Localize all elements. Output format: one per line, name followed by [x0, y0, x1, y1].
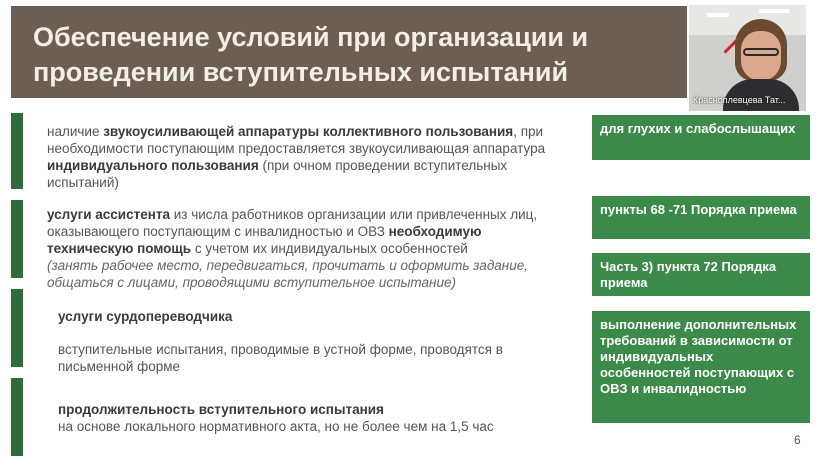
item-3-text: вступительные испытания, проводимые в устной форме, проводятся в письменной форме — [58, 342, 503, 374]
bullet-bar-1 — [11, 113, 23, 189]
side-box-3: Часть 3) пункта 72 Порядка приема — [592, 253, 810, 296]
item-3-heading: услуги сурдопереводчика — [58, 309, 233, 324]
bullet-bar-2 — [11, 200, 23, 278]
item-1-text: наличие звукоусиливающей аппаратуры коллективного пользования, при необходимости поступающим предоставляется звукоусиливающая аппаратура индивидуального пользования (при очном проведении вступительных испытаний) — [47, 124, 546, 190]
participant-name: Красноплевцева Тат... — [693, 95, 786, 105]
bullet-bar-3 — [11, 289, 23, 367]
item-4-heading: продолжительность вступительного испытания — [58, 402, 384, 417]
item-4-text: на основе локального нормативного акта, но не более чем на 1,5 час — [58, 419, 494, 434]
side-box-4: выполнение дополнительных требований в зависимости от индивидуальных особенностей поступающих с ОВЗ и инвалидностью — [592, 311, 810, 423]
title-banner — [11, 6, 687, 98]
side-box-1: для глухих и слабослышащих — [592, 115, 810, 160]
participant-video-tile[interactable] — [689, 5, 806, 111]
page-number: 6 — [794, 433, 801, 447]
side-box-2: пункты 68 -71 Порядка приема — [592, 196, 810, 239]
slide-title: Обеспечение условий при организации и проведении вступительных испытаний — [33, 22, 589, 87]
item-2-text: услуги ассистента из числа работников организации или привлеченных лиц, оказывающего поступающим с инвалидностью и ОВЗ необходимую техническую помощь с учетом их индивидуальных особенностей (занять рабочее место, передвигаться, прочитать и оформить задание, общаться с лицами, проводящими вступительное испытание) — [47, 207, 538, 290]
participant-face — [741, 31, 781, 81]
bullet-bar-4 — [11, 378, 23, 456]
